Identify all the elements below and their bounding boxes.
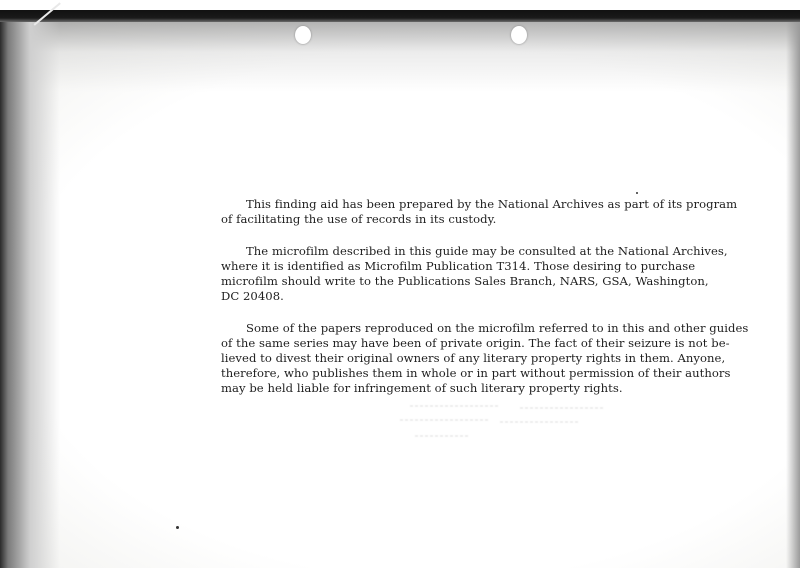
punch-hole-left: [295, 26, 311, 44]
punch-hole-right: [511, 26, 527, 44]
text-line: where it is identified as Microfilm Publication T314. Those desiring to purchase: [221, 259, 696, 273]
text-line: therefore, who publishes them in whole or in part without permission of their authors: [221, 366, 731, 380]
text-line: of facilitating the use of records in its custody.: [221, 212, 497, 226]
scan-top-shadow: [0, 22, 800, 92]
paragraph-property-rights: [221, 321, 749, 396]
text-line: The microfilm described in this guide may be consulted at the National Archives,: [246, 244, 728, 258]
text-line: Some of the papers reproduced on the microfilm referred to in this and other guides: [246, 321, 749, 335]
scan-top-edge: [0, 0, 800, 22]
finding-aid-notice: [221, 197, 749, 413]
text-line: lieved to divest their original owners of any literary property rights in them. Anyone,: [221, 351, 726, 365]
text-line: This finding aid has been prepared by the National Archives as part of its program: [246, 197, 738, 211]
text-line: microfilm should write to the Publications Sales Branch, NARS, GSA, Washington,: [221, 274, 709, 288]
speck-mark: [176, 526, 179, 529]
scan-left-shadow: [0, 22, 60, 568]
scan-right-shadow: [786, 22, 800, 568]
text-line: DC 20408.: [221, 289, 284, 303]
speck-mark: [636, 192, 638, 194]
paragraph-microfilm: [221, 244, 728, 304]
text-line: of the same series may have been of private origin. The fact of their seizure is not be-: [221, 336, 730, 350]
paragraph-program: [221, 197, 738, 227]
text-line: may be held liable for infringement of such literary property rights.: [221, 381, 623, 395]
bleed-through-text: [380, 400, 610, 455]
